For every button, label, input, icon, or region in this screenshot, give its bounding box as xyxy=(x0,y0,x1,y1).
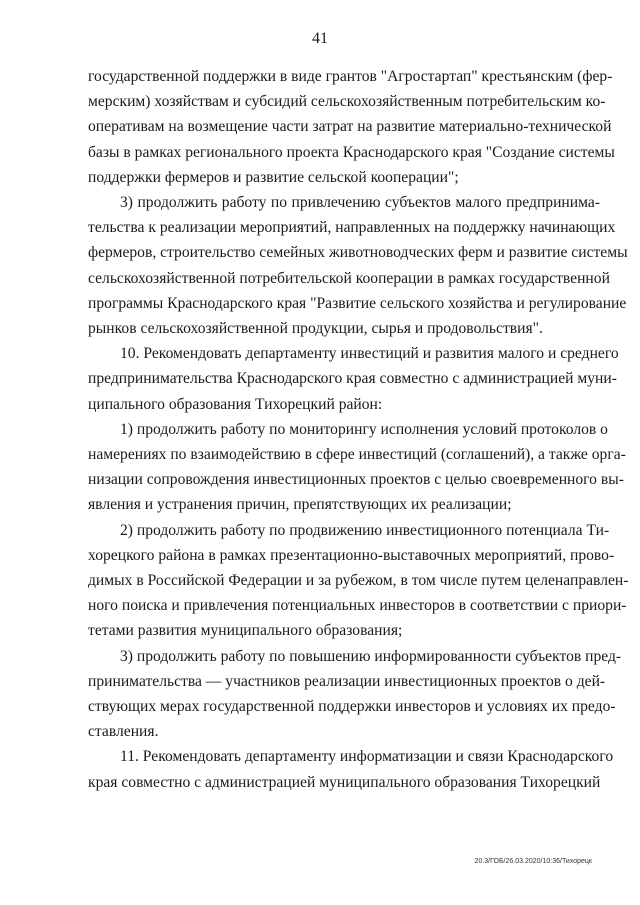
paragraph xyxy=(88,744,614,794)
text-line: мерским) хозяйствам и субсидий сельскохозяйственным потребительским ко- xyxy=(88,93,606,111)
text-line: базы в рамках регионального проекта Краснодарского края "Создание системы xyxy=(88,143,615,161)
page-number: 41 xyxy=(312,30,328,47)
text-line: 2) продолжить работу по продвижению инвестиционного потенциала Ти- xyxy=(120,521,610,539)
text-line: 3) продолжить работу по привлечению субъектов малого предпринима- xyxy=(120,194,600,212)
text-line: поддержки фермеров и развитие сельской кооперации"; xyxy=(88,168,459,186)
text-line: ного поиска и привлечения потенциальных инвесторов в соответствии с приори- xyxy=(88,597,627,615)
text-line: предпринимательства Краснодарского края совместно с администрацией муни- xyxy=(88,370,617,388)
paragraph xyxy=(88,644,622,745)
text-line: фермеров, строительство семейных животноводческих ферм и развитие системы xyxy=(88,244,628,262)
text-line: ствующих мерах государственной поддержки инвесторов и условиях их предо- xyxy=(88,698,616,716)
paragraph xyxy=(88,518,629,644)
text-line: явления и устранения причин, препятствующих их реализации; xyxy=(88,496,512,514)
text-line: принимательства — участников реализации инвестиционных проектов о дей- xyxy=(88,672,606,690)
text-line: рынков сельскохозяйственной продукции, сырья и продовольствия". xyxy=(88,320,543,338)
text-line: намерениях по взаимодействию в сфере инвестиций (соглашений), а также орга- xyxy=(88,446,626,464)
text-line: 10. Рекомендовать департаменту инвестиций и развития малого и среднего xyxy=(120,345,619,363)
text-line: сельскохозяйственной потребительской кооперации в рамках государственной xyxy=(88,269,610,287)
text-line: 11. Рекомендовать департаменту информатизации и связи Краснодарского xyxy=(120,748,614,766)
text-line: ставления. xyxy=(88,723,159,741)
text-line: 3) продолжить работу по повышению информированности субъектов пред- xyxy=(120,647,622,665)
text-line: тельства к реализации мероприятий, направленных на поддержку начинающих xyxy=(88,219,616,237)
text-line: тетами развития муниципального образования; xyxy=(88,622,403,640)
text-line: низации сопровождения инвестиционных проектов с целью своевременного вы- xyxy=(88,471,624,489)
paragraph xyxy=(88,64,615,190)
text-line: 1) продолжить работу по мониторингу исполнения условий протоколов о xyxy=(120,420,608,438)
document-body xyxy=(88,64,629,795)
paragraph xyxy=(88,417,626,518)
paragraph xyxy=(88,341,619,417)
text-line: хорецкого района в рамках презентационно-выставочных мероприятий, прово- xyxy=(88,546,615,564)
text-line: программы Краснодарского края "Развитие сельского хозяйства и регулирование xyxy=(88,294,627,312)
text-line: ципального образования Тихорецкий район: xyxy=(88,395,383,413)
text-line: димых в Российской Федерации и за рубежом, в том числе путем целенаправлен- xyxy=(88,572,629,590)
text-line: края совместно с администрацией муниципального образования Тихорецкий xyxy=(88,773,601,791)
text-line: государственной поддержки в виде грантов "Агростартап" крестьянским (фер- xyxy=(88,68,613,85)
paragraph xyxy=(88,190,628,341)
text-line: оперативам на возмещение части затрат на развитие материально-технической xyxy=(88,118,612,136)
document-registration-code: 20.3/ГОБ/26.03.2020/10:36/Тихорецк xyxy=(474,858,592,865)
